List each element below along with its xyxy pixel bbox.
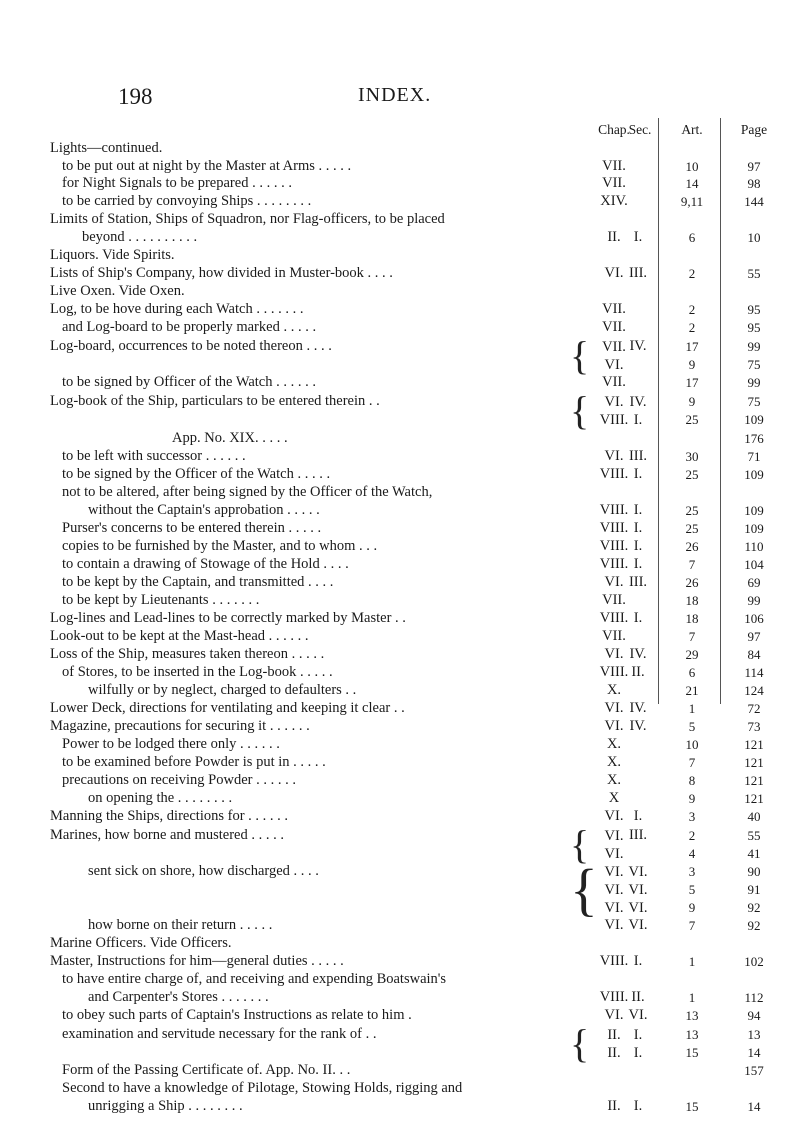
cell-sec: II. <box>631 664 645 680</box>
cell-page: 97 <box>747 629 761 644</box>
cell-chap: VI. <box>604 917 624 933</box>
cell-chap: VII. <box>602 158 626 174</box>
cell-art: 7 <box>688 918 696 933</box>
cell-sec: VI. <box>628 917 648 933</box>
cell-art: 2 <box>688 302 696 317</box>
cell-page: 110 <box>744 539 764 554</box>
cell-page: 75 109 <box>744 394 764 427</box>
cell-page: 114 <box>744 665 764 680</box>
entry-text: Look-out to be kept at the Mast-head . . . . . . <box>50 628 309 644</box>
index-row <box>0 319 800 336</box>
index-row <box>0 1007 800 1024</box>
index-row <box>0 628 800 645</box>
entry-text: Limits of Station, Ships of Squadron, nor Flag-officers, to be placed <box>50 211 445 227</box>
cell-chap: X. <box>606 772 622 788</box>
cell-page: 98 <box>747 176 761 191</box>
index-row <box>0 502 800 519</box>
cell-page: 144 <box>744 194 764 209</box>
cell-page: 97 <box>747 159 761 174</box>
entry-text: Lights—continued. <box>50 140 163 156</box>
cell-chap: VIII. <box>599 520 629 536</box>
entry-text: to be carried by convoying Ships . . . . . . . . <box>62 193 312 209</box>
cell-art: 14 <box>685 176 699 191</box>
entry-text: Liquors. Vide Spirits. <box>50 247 175 263</box>
index-row <box>0 520 800 537</box>
column-header-page: Page <box>740 122 768 137</box>
cell-page: 10 <box>747 230 761 245</box>
cell-sec: I. <box>633 538 643 554</box>
index-row <box>0 610 800 627</box>
entry-text: for Night Signals to be prepared . . . . . . <box>62 175 292 191</box>
cell-page: 71 <box>747 449 761 464</box>
cell-chap: VII. <box>602 301 626 317</box>
cell-page: 99 75 <box>747 339 761 372</box>
cell-sec: I. <box>633 466 643 482</box>
cell-chap: VII. VI. <box>602 339 626 373</box>
cell-chap: II. II. <box>607 1027 621 1061</box>
cell-art: 8 <box>688 773 696 788</box>
index-row <box>0 140 800 157</box>
cell-page: 95 <box>747 320 761 335</box>
cell-sec: III. <box>628 574 648 590</box>
cell-page: 95 <box>747 302 761 317</box>
cell-sec: IV. <box>629 338 647 354</box>
entry-text: Form of the Passing Certificate of. App. No. II. . . <box>62 1062 351 1078</box>
cell-sec: I. <box>633 953 643 969</box>
entry-text: and Carpenter's Stores . . . . . . . <box>88 989 269 1005</box>
cell-chap: VII. <box>602 628 626 644</box>
cell-page: 112 <box>744 990 764 1005</box>
index-row <box>0 857 800 922</box>
column-header-art: Art. <box>681 122 703 137</box>
cell-art: 26 <box>685 575 699 590</box>
index-row <box>0 265 800 282</box>
cell-sec: VI. VI. VI. <box>628 864 648 916</box>
cell-art: 1 <box>688 701 696 716</box>
cell-art: 13 <box>685 1008 699 1023</box>
page-number: 198 <box>118 84 153 109</box>
index-row <box>0 211 800 228</box>
cell-art: 3 <box>688 809 696 824</box>
running-title: INDEX. <box>358 84 432 106</box>
cell-chap: VI. <box>604 700 624 716</box>
cell-art: 2 4 <box>688 828 696 861</box>
cell-page: 102 <box>744 954 764 969</box>
entry-text: unrigging a Ship . . . . . . . . <box>88 1098 243 1114</box>
cell-sec: I. I. <box>633 1027 643 1061</box>
entry-text: Manning the Ships, directions for . . . . . . <box>50 808 289 824</box>
cell-art: 9 <box>688 791 696 806</box>
entry-text: to obey such parts of Captain's Instructions as relate to him . <box>62 1007 412 1023</box>
index-row <box>0 158 800 175</box>
cell-chap: II. <box>607 229 621 245</box>
cell-art: 2 <box>688 320 696 335</box>
index-row <box>0 822 800 867</box>
cell-chap: VI. <box>604 265 624 281</box>
cell-page: 121 <box>744 791 764 806</box>
index-row <box>0 1062 800 1079</box>
cell-sec: I. <box>633 610 643 626</box>
entry-text: to be put out at night by the Master at Arms . . . . . <box>62 158 352 174</box>
entry-text: Log-board, occurrences to be noted thereon . . . . <box>50 338 332 354</box>
index-row <box>0 1098 800 1115</box>
cell-art: 5 <box>688 719 696 734</box>
cell-page: 69 <box>747 575 761 590</box>
brace-glyph: { <box>570 388 590 433</box>
cell-art: 1 <box>688 954 696 969</box>
cell-chap: VIII. <box>599 953 629 969</box>
index-row <box>0 1021 800 1066</box>
brace-glyph: { <box>570 333 590 378</box>
cell-chap: X. <box>606 682 622 698</box>
entry-text: Marines, how borne and mustered . . . . . <box>50 827 284 843</box>
entry-text: to be left with successor . . . . . . <box>62 448 246 464</box>
cell-art: 9,11 <box>680 194 704 209</box>
cell-chap: VIII. <box>599 466 629 482</box>
entry-text: App. No. XIX. . . . . <box>172 430 288 446</box>
cell-sec: IV. <box>629 646 647 662</box>
entry-text: Lower Deck, directions for ventilating and keeping it clear . . <box>50 700 405 716</box>
entry-text: without the Captain's approbation . . . . . <box>88 502 320 518</box>
index-row <box>0 989 800 1006</box>
brace-glyph: { <box>570 857 598 922</box>
index-row <box>0 971 800 988</box>
index-row <box>0 193 800 210</box>
cell-art: 13 15 <box>685 1027 699 1060</box>
entry-text: to be kept by Lieutenants . . . . . . . <box>62 592 260 608</box>
cell-chap: VI. VIII. <box>599 394 629 428</box>
cell-chap: X. <box>606 736 622 752</box>
cell-chap: X. <box>606 754 622 770</box>
index-row <box>0 592 800 609</box>
index-row <box>0 664 800 681</box>
cell-page: 124 <box>744 683 764 698</box>
entry-text: to be kept by the Captain, and transmitted . . . . <box>62 574 334 590</box>
cell-chap: VI. VI. <box>604 828 624 862</box>
entry-text: Second to have a knowledge of Pilotage, Stowing Holds, rigging and <box>62 1080 463 1096</box>
cell-sec: IV. I. <box>629 394 647 428</box>
entry-text: Log-lines and Lead-lines to be correctly marked by Master . . <box>50 610 406 626</box>
entry-text: Marine Officers. Vide Officers. <box>50 935 232 951</box>
entry-text: Lists of Ship's Company, how divided in Muster-book . . . . <box>50 265 393 281</box>
entry-text: not to be altered, after being signed by the Officer of the Watch, <box>62 484 433 500</box>
column-header-sec: Sec. <box>628 122 652 137</box>
cell-page: 84 <box>747 647 761 662</box>
cell-page: 109 <box>744 521 764 536</box>
cell-page: 104 <box>744 557 764 572</box>
cell-page: 72 <box>747 701 761 716</box>
index-row <box>0 718 800 735</box>
page-header <box>0 84 800 114</box>
cell-sec: III. <box>628 448 648 464</box>
index-row <box>0 556 800 573</box>
entry-text: Loss of the Ship, measures taken thereon . . . . . <box>50 646 325 662</box>
entry-text: Master, Instructions for him—general duties . . . . . <box>50 953 344 969</box>
cell-page: 73 <box>747 719 761 734</box>
cell-page: 92 <box>747 918 761 933</box>
cell-sec: VI. <box>628 1007 648 1023</box>
index-row <box>0 700 800 717</box>
entry-text: wilfully or by neglect, charged to defaulters . . <box>88 682 357 698</box>
cell-sec: I. <box>633 502 643 518</box>
index-row <box>0 682 800 699</box>
entry-text: sent sick on shore, how discharged . . . . <box>88 863 319 879</box>
cell-sec: I. <box>633 556 643 572</box>
index-row <box>0 247 800 264</box>
column-header-chap: Chap. <box>598 122 630 137</box>
cell-chap: VI. <box>604 448 624 464</box>
cell-chap: VI. <box>604 574 624 590</box>
cell-chap: VI. <box>604 646 624 662</box>
cell-art: 1 <box>688 990 696 1005</box>
entry-text: and Log-board to be properly marked . . . . . <box>62 319 317 335</box>
cell-chap: VIII. <box>599 538 629 554</box>
cell-art: 7 <box>688 755 696 770</box>
cell-page: 99 <box>747 593 761 608</box>
index-row <box>0 301 800 318</box>
cell-page: 121 <box>744 755 764 770</box>
entry-text: Magazine, precautions for securing it . . . . . . <box>50 718 310 734</box>
cell-art: 18 <box>685 593 699 608</box>
cell-art: 25 <box>685 503 699 518</box>
cell-art: 9 25 <box>685 394 699 427</box>
index-row <box>0 484 800 501</box>
entry-text: beyond . . . . . . . . . . <box>82 229 198 245</box>
cell-art: 10 <box>685 159 699 174</box>
cell-art: 26 <box>685 539 699 554</box>
cell-art: 3 5 9 <box>688 864 696 915</box>
index-row <box>0 229 800 246</box>
entry-text: on opening the . . . . . . . . <box>88 790 233 806</box>
cell-chap: VII. <box>602 592 626 608</box>
entry-text: to contain a drawing of Stowage of the Hold . . . . <box>62 556 349 572</box>
cell-art: 7 <box>688 629 696 644</box>
entry-text: to be signed by Officer of the Watch . . . . . . <box>62 374 316 390</box>
cell-sec: I. <box>633 520 643 536</box>
index-row <box>0 754 800 771</box>
index-row <box>0 388 800 433</box>
cell-art: 2 <box>688 266 696 281</box>
cell-sec: III. <box>628 265 648 281</box>
brace-glyph: { <box>570 1021 590 1066</box>
cell-chap: VIII. <box>599 610 629 626</box>
cell-page: 99 <box>747 375 761 390</box>
cell-chap: VI. <box>604 808 624 824</box>
entry-text: Log, to be hove during each Watch . . . . . . . <box>50 301 304 317</box>
cell-page: 106 <box>744 611 764 626</box>
index-row <box>0 953 800 970</box>
cell-page: 13 14 <box>747 1027 761 1060</box>
index-row <box>0 430 800 447</box>
cell-chap: VIII. <box>599 664 629 680</box>
entry-text: examination and servitude necessary for the rank of . . <box>62 1026 377 1042</box>
index-row <box>0 736 800 753</box>
cell-art: 25 <box>685 467 699 482</box>
index-row <box>0 175 800 192</box>
cell-art: 21 <box>685 683 699 698</box>
cell-art: 25 <box>685 521 699 536</box>
cell-art: 29 <box>685 647 699 662</box>
cell-page: 157 <box>744 1063 764 1078</box>
cell-chap: VII. <box>602 175 626 191</box>
cell-page: 109 <box>744 503 764 518</box>
brace-glyph: { <box>570 822 590 867</box>
entry-text: precautions on receiving Powder . . . . . . <box>62 772 296 788</box>
index-row <box>0 538 800 555</box>
cell-page: 94 <box>747 1008 761 1023</box>
entry-text: Purser's concerns to be entered therein . . . . . <box>62 520 322 536</box>
cell-chap: VI. <box>604 1007 624 1023</box>
cell-chap: VI. <box>604 718 624 734</box>
cell-sec: III. <box>628 827 648 843</box>
index-row <box>0 917 800 934</box>
index-row <box>0 283 800 300</box>
cell-page: 176 <box>744 431 764 446</box>
cell-page: 90 91 92 <box>747 864 761 915</box>
cell-chap: VII. <box>602 319 626 335</box>
cell-art: 15 <box>685 1099 699 1114</box>
cell-art: 17 <box>685 375 699 390</box>
cell-art: 17 9 <box>685 339 699 372</box>
cell-sec: I. <box>633 1098 643 1114</box>
index-row <box>0 574 800 591</box>
cell-art: 30 <box>685 449 699 464</box>
entry-text: Power to be lodged there only . . . . . . <box>62 736 280 752</box>
index-row <box>0 1080 800 1097</box>
cell-art: 10 <box>685 737 699 752</box>
entry-text: of Stores, to be inserted in the Log-book . . . . . <box>62 664 333 680</box>
cell-page: 55 <box>747 266 761 281</box>
cell-art: 7 <box>688 557 696 572</box>
cell-chap: VI. VI. VI. <box>604 864 624 916</box>
cell-page: 121 <box>744 737 764 752</box>
cell-chap: II. <box>607 1098 621 1114</box>
index-row <box>0 808 800 825</box>
cell-chap: VII. <box>602 374 626 390</box>
index-row <box>0 935 800 952</box>
index-row <box>0 333 800 378</box>
cell-sec: IV. <box>629 718 647 734</box>
cell-sec: IV. <box>629 700 647 716</box>
cell-chap: VIII. <box>599 502 629 518</box>
cell-sec: I. <box>633 229 643 245</box>
entry-text: Log-book of the Ship, particulars to be entered therein . . <box>50 393 380 409</box>
entry-text: Live Oxen. Vide Oxen. <box>50 283 185 299</box>
index-row <box>0 466 800 483</box>
cell-page: 55 41 <box>747 828 761 861</box>
entry-text: to be signed by the Officer of the Watch . . . . . <box>62 466 331 482</box>
entry-text: how borne on their return . . . . . <box>88 917 273 933</box>
cell-page: 14 <box>747 1099 761 1114</box>
cell-chap: VIII. <box>599 989 629 1005</box>
cell-art: 18 <box>685 611 699 626</box>
index-row <box>0 790 800 807</box>
cell-chap: XIV. <box>600 193 628 209</box>
cell-art: 6 <box>688 230 696 245</box>
cell-chap: X <box>608 790 620 806</box>
entry-text: to have entire charge of, and receiving and expending Boatswain's <box>62 971 447 987</box>
cell-sec: II. <box>631 989 645 1005</box>
index-row <box>0 448 800 465</box>
cell-page: 40 <box>747 809 761 824</box>
cell-page: 109 <box>744 467 764 482</box>
cell-chap: VIII. <box>599 556 629 572</box>
entry-text: copies to be furnished by the Master, and to whom . . . <box>62 538 378 554</box>
cell-page: 121 <box>744 773 764 788</box>
cell-sec: I. <box>633 808 643 824</box>
index-row <box>0 772 800 789</box>
entry-text: to be examined before Powder is put in . . . . . <box>62 754 326 770</box>
index-row <box>0 374 800 391</box>
cell-art: 6 <box>688 665 696 680</box>
index-row <box>0 646 800 663</box>
